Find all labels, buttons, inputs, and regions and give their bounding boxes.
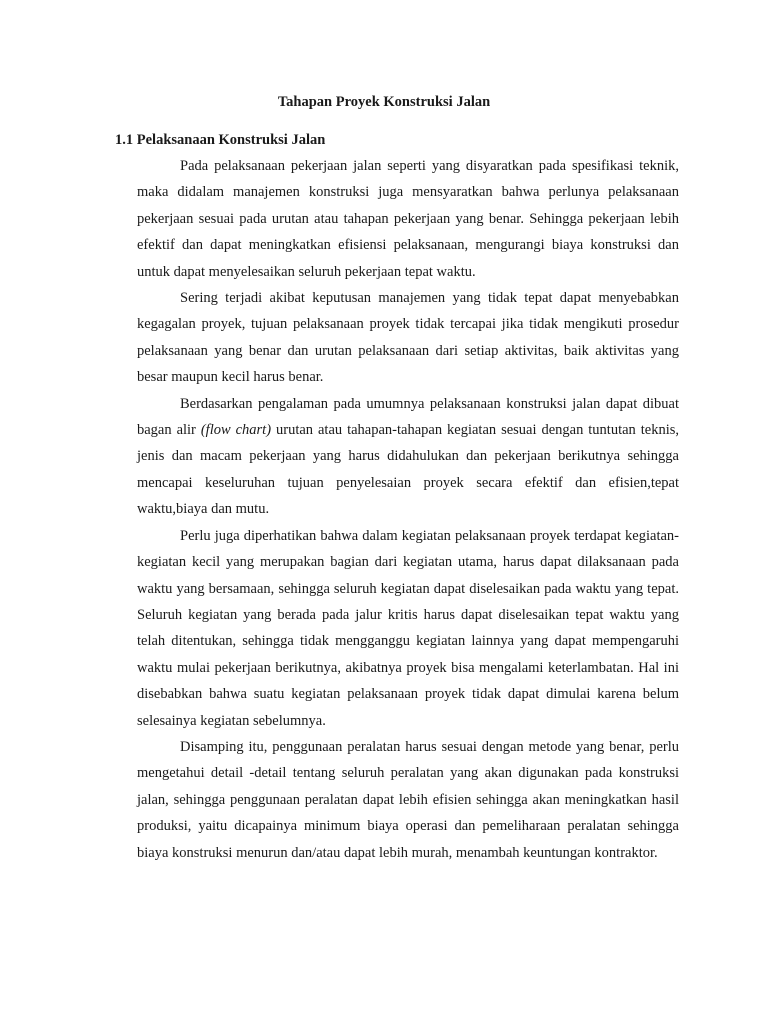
section-heading: 1.1 Pelaksanaan Konstruksi Jalan: [115, 132, 326, 148]
body-text: [137, 153, 679, 866]
page-title: Tahapan Proyek Konstruksi Jalan: [277, 94, 491, 110]
paragraph-2: Sering terjadi akibat keputusan manajemen yang tidak tepat dapat menyebabkan kegagalan proyek, tujuan pelaksanaan proyek tidak tercapai jika tidak mengikuti prosedur pelaksanaan yang benar dan urutan pelaksanaan dari setiap aktivitas, baik aktivitas yang besar maupun kecil harus benar.: [137, 290, 679, 386]
paragraph-3: [137, 391, 679, 523]
paragraph-4: Perlu juga diperhatikan bahwa dalam kegiatan pelaksanaan proyek terdapat kegiatan-kegiatan kecil yang merupakan bagian dari kegiatan utama, harus dapat dilaksanaan pada waktu yang bersamaan, sehingga seluruh kegiatan dapat diselesaikan pada waktu yang tepat. Seluruh kegiatan yang berada pada jalur kritis harus dapat diselesaikan tepat waktu yang telah ditentukan, sehingga tidak mengganggu kegiatan lainnya yang dapat mempengaruhi waktu mulai pekerjaan berikutnya, akibatnya proyek bisa mengalami keterlambatan. Hal ini disebabkan bahwa suatu kegiatan pelaksanaan proyek tidak dapat dimulai karena belum selesainya kegiatan sebelumnya.: [137, 527, 679, 729]
paragraph-3-text-after: urutan atau tahapan-tahapan kegiatan sesuai dengan tuntutan teknis, jenis dan macam pekerjaan yang harus didahulukan dan pekerjaan berikutnya sehingga mencapai keseluruhan tujuan penyelesaian proyek secara efektif dan efisien,tepat waktu,biaya dan mutu.: [137, 422, 680, 518]
paragraph-3-text-before: Berdasarkan pengalaman pada umumnya pelaksanaan konstruksi jalan dapat dibuat bagan alir: [137, 395, 679, 439]
paragraph-1: Pada pelaksanaan pekerjaan jalan seperti yang disyaratkan pada spesifikasi teknik, maka didalam manajemen konstruksi juga mensyaratkan bahwa perlunya pelaksanaan pekerjaan sesuai pada urutan atau tahapan pekerjaan yang benar. Sehingga pekerjaan lebih efektif dan dapat meningkatkan efisiensi pelaksanaan, mengurangi biaya konstruksi dan untuk dapat menyelesaikan seluruh pekerjaan tepat waktu.: [137, 158, 679, 280]
flow-chart-term: (flow chart): [200, 422, 272, 439]
paragraph-5: Disamping itu, penggunaan peralatan harus sesuai dengan metode yang benar, perlu mengetahui detail -detail tentang seluruh peralatan yang akan digunakan pada konstruksi jalan, sehingga penggunaan peralatan dapat lebih efisien sehingga akan meningkatkan hasil produksi, yaitu dicapainya minimum biaya operasi dan pemeliharaan peralatan sehingga biaya konstruksi menurun dan/atau dapat lebih murah, menambah keuntungan kontraktor.: [137, 738, 679, 861]
